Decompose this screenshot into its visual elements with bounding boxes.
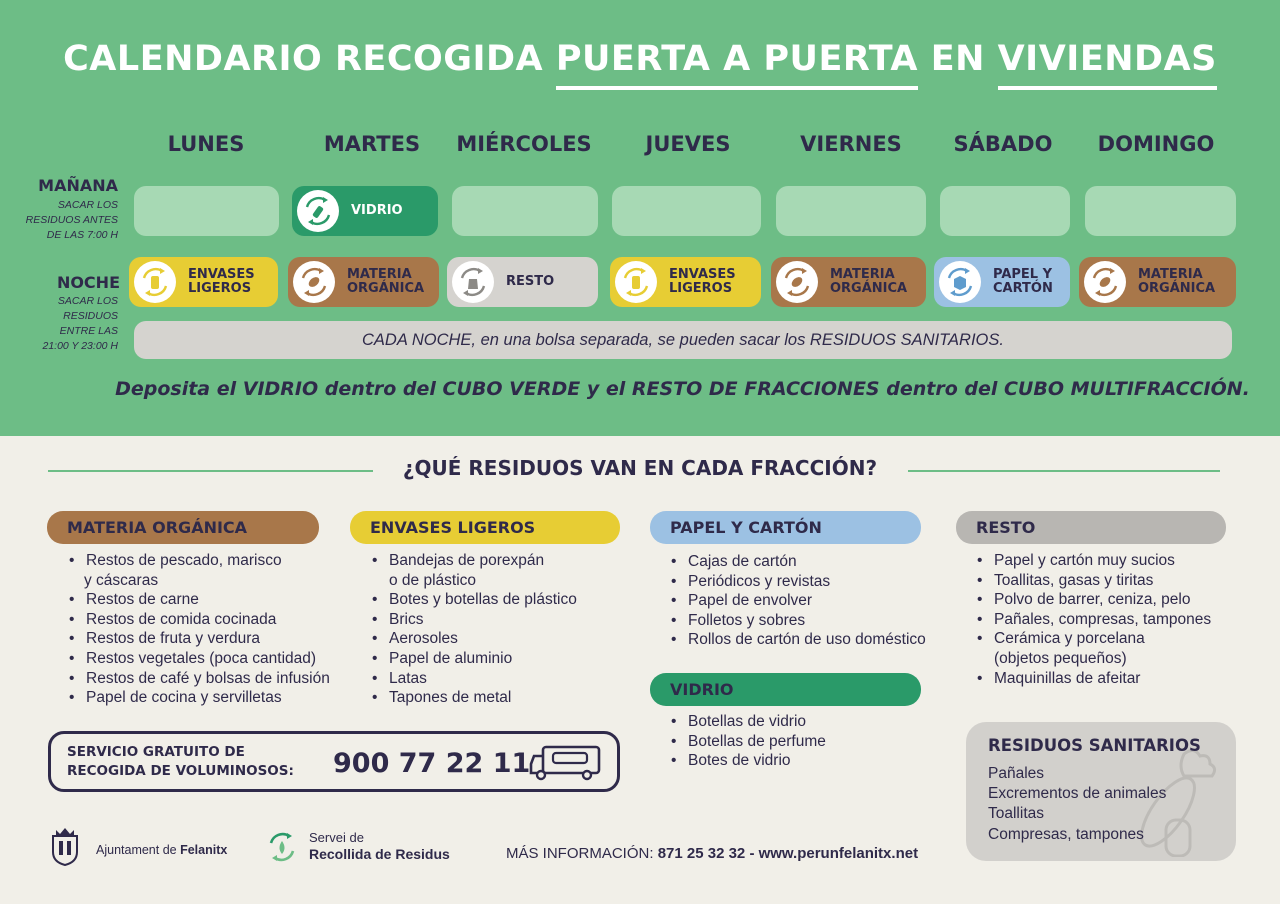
list-item: Pañales (988, 765, 1045, 782)
list-item: • Rollos de cartón de uso doméstico (668, 630, 926, 650)
list-item: Toallitas (988, 805, 1044, 823)
list-item: • Botellas de vidrio (668, 712, 826, 732)
slot-morning-lunes (134, 186, 279, 236)
list-item: • Cajas de cartón (668, 552, 926, 572)
list-item: • Restos de fruta y verdura (66, 629, 330, 649)
list-item: • Aerosoles (369, 629, 577, 649)
morning-sub: SACAR LOS RESIDUOS ANTES DE LAS 7:00 H (25, 199, 118, 241)
slot-morning-sabado (940, 186, 1070, 236)
pill-night-domingo-organica: MATERIA ORGÁNICA (1079, 257, 1236, 307)
pill-night-lunes-envases: ENVASES LIGEROS (129, 257, 278, 307)
pill-night-miercoles-resto: RESTO (447, 257, 598, 307)
list-item: • Restos de carne (66, 590, 330, 610)
sanitarios-box (966, 722, 1236, 861)
pill-night-jueves-envases: ENVASES LIGEROS (610, 257, 761, 307)
day-jueves: JUEVES (645, 132, 731, 156)
servei-logo-text: Servei de Recollida de Residus (309, 830, 450, 862)
title-part-2: PUERTA A PUERTA (556, 38, 918, 90)
list-item: • Papel de envolver (668, 591, 926, 611)
page-title (0, 38, 1280, 90)
day-sabado: SÁBADO (953, 132, 1053, 156)
night-note: CADA NOCHE, en una bolsa separada, se pueden sacar los RESIDUOS SANITARIOS. (134, 321, 1232, 359)
list-item: • Maquinillas de afeitar (974, 669, 1211, 689)
title-part-1: CALENDARIO RECOGIDA (63, 39, 544, 79)
header-vidrio: VIDRIO (650, 673, 921, 706)
servei-logo-icon (265, 830, 299, 869)
list-item: • Polvo de barrer, ceniza, pelo (974, 590, 1211, 610)
slot-morning-jueves (612, 186, 761, 236)
list-item: Compresas, tampones (988, 825, 1144, 843)
list-item: • Botes y botellas de plástico (369, 590, 577, 610)
list-item: • Papel de cocina y servilletas (66, 688, 330, 708)
list-item: • Botellas de perfume (668, 732, 826, 752)
list-item: Excrementos de animales (988, 785, 1167, 803)
list-item: • Pañales, compresas, tampones (974, 610, 1211, 630)
list-item: • Periódicos y revistas (668, 572, 926, 592)
morning-label: MAÑANA (38, 176, 118, 195)
ajuntament-crest-icon (50, 826, 80, 871)
vidrio-icon (297, 190, 339, 232)
list-item: • Tapones de metal (369, 688, 577, 708)
list-vidrio (668, 712, 826, 771)
list-papel-carton (668, 552, 926, 650)
list-materia-organica (66, 551, 330, 708)
header-resto: RESTO (956, 511, 1226, 544)
list-item: • Bandejas de porexpán (369, 551, 577, 571)
day-martes: MARTES (323, 132, 421, 156)
list-item: y cáscaras (84, 571, 159, 589)
list-resto (974, 551, 1211, 688)
pill-night-martes-organica: MATERIA ORGÁNICA (288, 257, 439, 307)
night-sub: SACAR LOS RESIDUOS ENTRE LAS 21:00 Y 23:00 H (42, 295, 118, 352)
organica-icon (1084, 261, 1126, 303)
organica-icon (776, 261, 818, 303)
pill-morning-vidrio: VIDRIO (292, 186, 438, 236)
list-item: • Papel y cartón muy sucios (974, 551, 1211, 571)
ajuntament-logo-text: Ajuntament de Felanitx (96, 843, 228, 857)
list-item: • Restos de pescado, marisco (66, 551, 330, 571)
info-line: MÁS INFORMACIÓN: 871 25 32 32 - www.perunfelanitx.net (506, 845, 919, 862)
list-item: • Botes de vidrio (668, 751, 826, 771)
day-domingo: DOMINGO (1097, 132, 1215, 156)
voluminosos-label: SERVICIO GRATUITO DE RECOGIDA DE VOLUMINOSOS: (67, 744, 294, 779)
list-item: • Restos vegetales (poca cantidad) (66, 649, 330, 669)
header-papel-carton: PAPEL Y CARTÓN (650, 511, 921, 544)
deposit-note: Deposita el VIDRIO dentro del CUBO VERDE y el RESTO DE FRACCIONES dentro del CUBO MULTIFRACCIÓN. (115, 378, 1250, 400)
slot-morning-miercoles (452, 186, 598, 236)
info-contact[interactable]: 871 25 32 32 - www.perunfelanitx.net (657, 845, 919, 862)
list-item: • Folletos y sobres (668, 611, 926, 631)
day-miercoles: MIÉRCOLES (456, 132, 592, 156)
list-item: • Restos de comida cocinada (66, 610, 330, 630)
pill-night-viernes-organica: MATERIA ORGÁNICA (771, 257, 926, 307)
header-envases-ligeros: ENVASES LIGEROS (350, 511, 620, 544)
list-item: • Papel de aluminio (369, 649, 577, 669)
list-item: • Brics (369, 610, 577, 630)
night-label: NOCHE (56, 273, 120, 292)
slot-morning-domingo (1085, 186, 1236, 236)
list-item: (objetos pequeños) (994, 649, 1127, 667)
title-part-3: EN (930, 39, 985, 79)
day-lunes: LUNES (167, 132, 245, 156)
list-envases-ligeros (369, 551, 577, 708)
title-part-4: VIVIENDAS (998, 38, 1217, 90)
truck-icon (529, 744, 603, 787)
list-item: • Latas (369, 669, 577, 689)
section-question: ¿QUÉ RESIDUOS VAN EN CADA FRACCIÓN? (402, 456, 878, 480)
resto-icon (452, 261, 494, 303)
sanitarios-title: RESIDUOS SANITARIOS (988, 736, 1201, 755)
list-item: o de plástico (389, 571, 477, 589)
voluminosos-box (48, 731, 620, 792)
organica-icon (293, 261, 335, 303)
header-materia-organica: MATERIA ORGÁNICA (47, 511, 319, 544)
list-item: • Cerámica y porcelana (974, 629, 1211, 649)
slot-morning-viernes (776, 186, 926, 236)
day-viernes: VIERNES (800, 132, 902, 156)
papel-icon (939, 261, 981, 303)
pill-night-sabado-papel: PAPEL Y CARTÓN (934, 257, 1070, 307)
list-item: • Restos de café y bolsas de infusión (66, 669, 330, 689)
sanitarios-list (988, 764, 1166, 845)
list-item: • Toallitas, gasas y tiritas (974, 571, 1211, 591)
envases-icon (615, 261, 657, 303)
envases-icon (134, 261, 176, 303)
voluminosos-phone[interactable]: 900 77 22 11 (333, 748, 531, 779)
